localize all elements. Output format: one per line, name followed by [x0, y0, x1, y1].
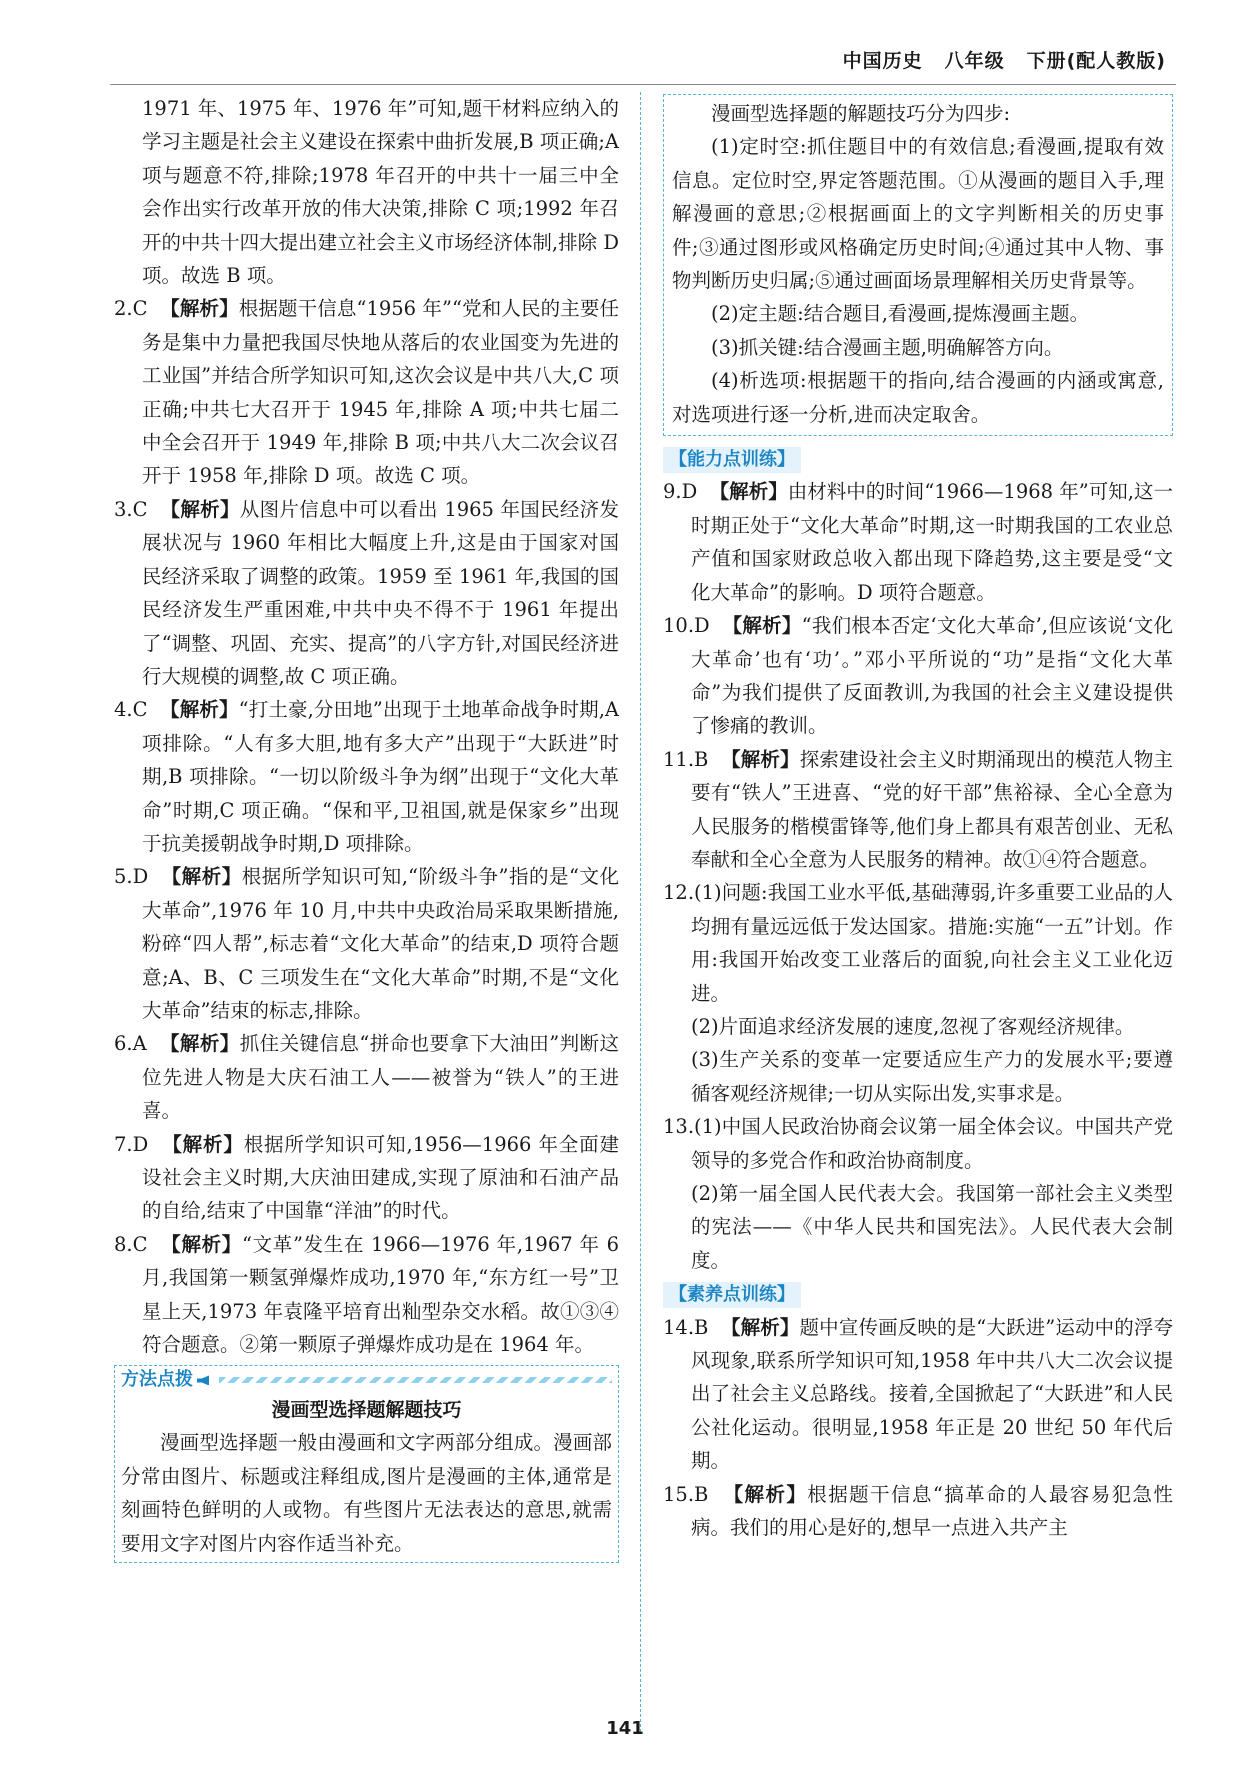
answer-10-number: 10.D — [663, 614, 710, 638]
step-4: (4)析选项:根据题干的指向,结合漫画的内涵或寓意,对选项进行逐一分析,进而决定取舍。 — [672, 369, 1164, 426]
analysis-tag: 【解析】 — [159, 1032, 240, 1056]
analysis-tag: 【解析】 — [722, 614, 802, 638]
step-3: (3)抓关键:结合漫画主题,明确解答方向。 — [711, 335, 1064, 359]
analysis-tag: 【解析】 — [709, 480, 788, 504]
method-tip-label: 方法点拨 — [121, 1369, 193, 1391]
answer-3 — [114, 493, 619, 693]
answer-8 — [114, 1228, 619, 1362]
answer-8-text: “文革”发生在 1966—1976 年,1967 年 6 月,我国第一颗氢弹爆炸成功,1970 年,“东方红一号”卫星上天,1973 年袁隆平培育出籼型杂交水稻。故①③④符合题意。②第一颗原子弹爆炸成功是在 1964 年。 — [142, 1232, 619, 1357]
answer-7-number: 7.D — [114, 1132, 149, 1156]
left-column — [114, 92, 619, 1563]
answer-2-text: 根据题干信息“1956 年”“党和人民的主要任务是集中力量把我国尽快地从落后的农业国变为先进的工业国”并结合所学知识可知,这次会议是中共八大,C 项正确;中共七大召开于 1945 年,排除 A 项;中共七届二中全会召开于 1949 年,排除 B 项;中共八大二次会议召开于 1958 年,排除 D 项。故选 C 项。 — [142, 297, 619, 488]
answer-10-text: “我们根本否定‘文化大革命’,但应该说‘文化大革命’也有‘功’。”邓小平所说的“功”是指“文化大革命”为我们提供了反面教训,为我国的社会主义建设提供了惨痛的教训。 — [691, 614, 1173, 738]
answer-5-text: 根据所学知识可知,“阶级斗争”指的是“文化大革命”,1976 年 10 月,中共中央政治局采取果断措施,粉碎“四人帮”,标志着“文化大革命”的结束,D 项符合题意;A、B、C 三项发生在“文化大革命”时期,不是“文化大革命”结束的标志,排除。 — [142, 865, 619, 1022]
answer-6-number: 6.A — [114, 1032, 147, 1056]
answer-7-text: 根据所学知识可知,1956—1966 年全面建设社会主义时期,大庆油田建成,实现了原油和石油产品的自给,结束了中国靠“洋油”的时代。 — [142, 1132, 619, 1223]
method-tip-box — [114, 1365, 619, 1563]
method-tip-title: 漫画型选择题解题技巧 — [271, 1399, 462, 1422]
header-subject: 中国历史 — [842, 50, 923, 72]
section-literacy-training: 【素养点训练】 — [663, 1282, 801, 1308]
answer-9-text: 由材料中的时间“1966—1968 年”可知,这一时期正处于“文化大革命”时期,这一时期我国的工农业总产值和国家财政总收入都出现下降趋势,这主要是受“文化大革命”的影响。D 项符合题意。 — [691, 480, 1173, 604]
answer-14-number: 14.B — [663, 1315, 709, 1339]
answer-9 — [663, 475, 1173, 609]
answer-2 — [114, 292, 619, 492]
answer-4 — [114, 693, 619, 860]
answer-15-number: 15.B — [663, 1482, 709, 1506]
analysis-tag: 【解析】 — [160, 698, 239, 722]
answer-14 — [663, 1311, 1173, 1478]
answer-12-part-1 — [663, 876, 1173, 1010]
answer-13-part-2: (2)第一届全国人民代表大会。我国第一部社会主义类型的宪法——《中华人民共和国宪法》。人民代表大会制度。 — [691, 1182, 1173, 1272]
method-steps-box — [663, 94, 1173, 436]
answer-13-text-1: (1)中国人民政治协商会议第一届全体会议。中国共产党领导的多党合作和政治协商制度。 — [691, 1115, 1173, 1172]
answer-11-text: 探索建设社会主义时期涌现出的模范人物主要有“铁人”王进喜、“党的好干部”焦裕禄、全心全意为人民服务的楷模雷锋等,他们身上都具有艰苦创业、无私奉献和全心全意为人民服务的精神。故①④符合题意。 — [691, 747, 1173, 871]
answer-3-text: 从图片信息中可以看出 1965 年国民经济发展状况与 1960 年相比大幅度上升,这是由于国家对国民经济采取了调整的政策。1959 至 1961 年,我国的国民经济发生严重困难,中共中央不得不于 1961 年提出了“调整、巩固、充实、提高”的八字方针,对国民经济进行大规模的调整,故 C 项正确。 — [142, 497, 619, 688]
answer-6-text: 抓住关键信息“拼命也要拿下大油田”判断这位先进人物是大庆石油工人——被誉为“铁人”的王进喜。 — [142, 1032, 619, 1123]
right-column — [663, 92, 1173, 1544]
answer-3-number: 3.C — [114, 497, 148, 521]
answer-14-text: 题中宣传画反映的是“大跃进”运动中的浮夸风现象,联系所学知识可知,1958 年中共八大二次会议提出了社会主义总路线。接着,全国掀起了“大跃进”和人民公社化运动。很明显,1958 年正是 20 世纪 50 年代后期。 — [691, 1315, 1173, 1473]
section-ability-training: 【能力点训练】 — [663, 447, 801, 473]
analysis-tag: 【解析】 — [162, 1132, 244, 1156]
answer-4-text: “打土豪,分田地”出现于土地革命战争时期,A 项排除。“人有多大胆,地有多大产”出现于“大跃进”时期,B 项排除。“一切以阶级斗争为纲”出现于“文化大革命”时期,C 项正确。“保和平,卫祖国,就是保家乡”出现于抗美援朝战争时期,D 项排除。 — [142, 698, 619, 855]
answer-7 — [114, 1128, 619, 1228]
answer-15 — [663, 1478, 1173, 1545]
analysis-tag: 【解析】 — [721, 1315, 800, 1339]
header-volume: 下册(配人教版) — [1026, 50, 1166, 72]
answer-2-number: 2.C — [114, 297, 148, 321]
column-divider — [640, 92, 641, 1732]
answer-13-part-1 — [663, 1110, 1173, 1177]
answer-12-part-3: (3)生产关系的变革一定要适应生产力的发展水平;要遵循客观经济规律;一切从实际出发,实事求是。 — [691, 1048, 1173, 1105]
answer-4-number: 4.C — [114, 698, 148, 722]
analysis-tag: 【解析】 — [160, 497, 240, 521]
decorative-stripe — [219, 1377, 612, 1383]
method-tip-header — [121, 1366, 612, 1394]
analysis-tag: 【解析】 — [721, 747, 800, 771]
header-grade: 八年级 — [944, 50, 1005, 72]
answer-12-number: 12. — [663, 881, 695, 905]
answer-8-number: 8.C — [114, 1232, 148, 1256]
header-rule — [110, 84, 1176, 85]
answer-10 — [663, 609, 1173, 743]
analysis-tag: 【解析】 — [160, 297, 239, 321]
answer-1-continuation: 1971 年、1975 年、1976 年”可知,题干材料应纳入的学习主题是社会主义建设在探索中曲折发展,B 项正确;A 项与题意不符,排除;1978 年召开的中共十一届三中全会作出实行改革开放的伟大决策,排除 C 项;1992 年召开的中共十四大提出建立社会主义市场经济体制,排除 D 项。故选 B 项。 — [142, 97, 619, 288]
answer-11-number: 11.B — [663, 747, 709, 771]
step-1: (1)定时空:抓住题目中的有效信息;看漫画,提取有效信息。定位时空,界定答题范围。①从漫画的题目入手,理解漫画的意思;②根据画面上的文字判断相关的历史事件;③通过图形或风格确定历史时间;④通过其中人物、事物判断历史归属;⑤通过画面场景理解相关历史背景等。 — [672, 135, 1164, 293]
method-tip-text: 漫画型选择题一般由漫画和文字两部分组成。漫画部分常由图片、标题或注释组成,图片是漫画的主体,通常是刻画特色鲜明的人或物。有些图片无法表达的意思,就需要用文字对图片内容作适当补充。 — [121, 1431, 612, 1555]
answer-9-number: 9.D — [663, 480, 698, 504]
answer-11 — [663, 743, 1173, 877]
answer-6 — [114, 1027, 619, 1127]
answer-5 — [114, 860, 619, 1027]
answer-12-part-2: (2)片面追求经济发展的速度,忽视了客观经济规律。 — [691, 1014, 1135, 1038]
answer-15-text: 根据题干信息“搞革命的人最容易犯急性病。我们的用心是好的,想早一点进入共产主 — [691, 1482, 1173, 1540]
answer-13-number: 13. — [663, 1115, 695, 1139]
running-header — [821, 46, 1166, 73]
analysis-tag: 【解析】 — [161, 865, 242, 889]
answer-12-text-1: (1)问题:我国工业水平低,基础薄弱,许多重要工业品的人均拥有量远远低于发达国家。措施:实施“一五”计划。作用:我国开始改变工业落后的面貌,向社会主义工业化迈进。 — [691, 881, 1173, 1005]
page-number: 141 — [606, 1718, 644, 1739]
analysis-tag: 【解析】 — [161, 1232, 242, 1256]
answer-5-number: 5.D — [114, 865, 149, 889]
speaker-icon — [197, 1375, 209, 1385]
step-2: (2)定主题:结合题目,看漫画,提炼漫画主题。 — [711, 302, 1090, 326]
steps-intro: 漫画型选择题的解题技巧分为四步: — [711, 102, 1011, 125]
analysis-tag: 【解析】 — [723, 1482, 808, 1506]
